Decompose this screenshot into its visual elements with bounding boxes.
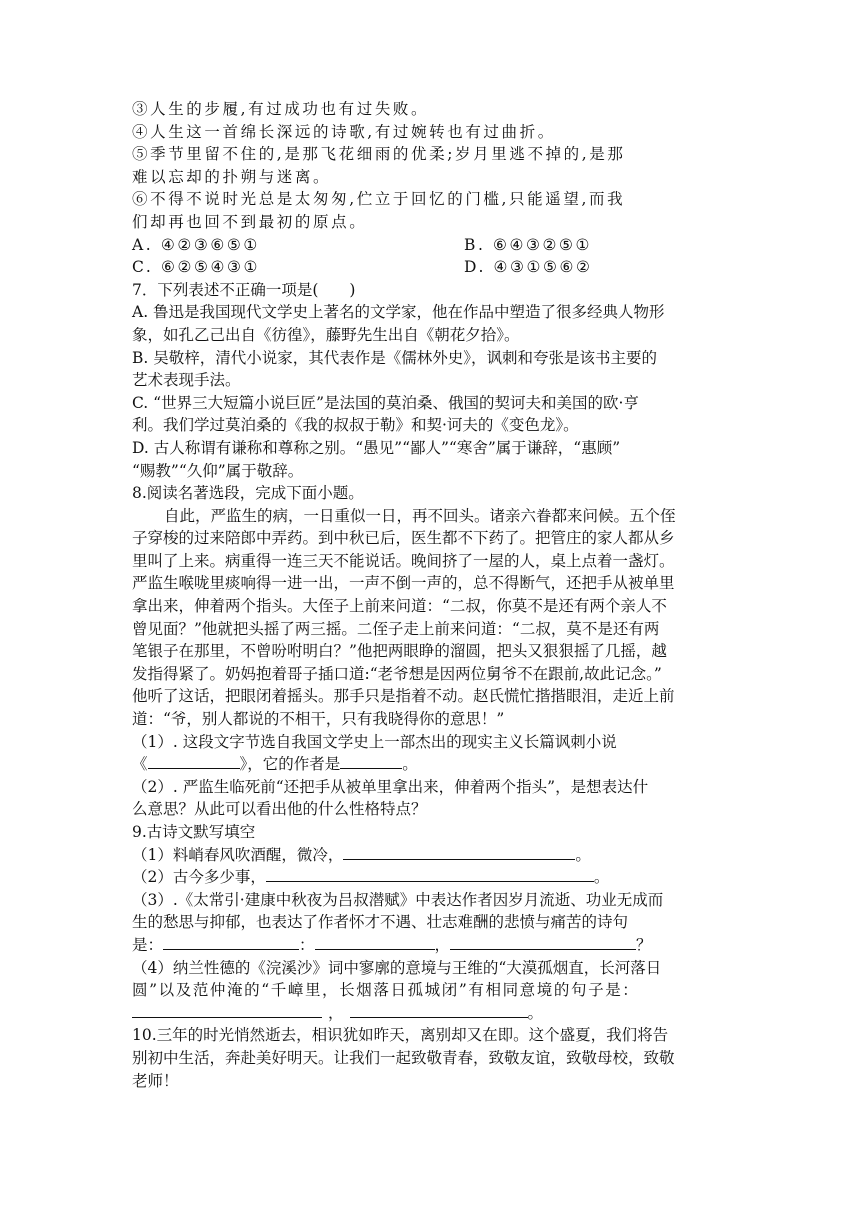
q6-option-a: A. ④②③⑥⑤① xyxy=(132,235,260,254)
q8-passage-line: 曾见面？”他就把头摇了两三摇。二侄子走上前来问道：“二叔，莫不是还有两 xyxy=(132,619,660,638)
q8-sub1-line2: 《 》，它的作者是 。 xyxy=(132,755,418,774)
author-blank[interactable] xyxy=(340,754,402,769)
sentence-5-line2: 难以忘却的扑朔与迷离。 xyxy=(132,167,332,186)
q9-sub4-line1: （4）纳兰性德的《浣溪沙》词中寥廓的意境与王维的“大漠孤烟直，长河落日 xyxy=(132,958,662,977)
q8-passage-line: 笔银子在那里，不曾吩咐明白？”他把两眼睁的溜圆，把头又狠狠摇了几摇，越 xyxy=(132,642,667,661)
sentence-6-line2: 们却再也回不到最初的原点。 xyxy=(132,212,368,231)
q6-options-row1 xyxy=(132,234,730,257)
q9-sub3-blank-2[interactable] xyxy=(315,935,435,950)
sentence-4: ④人生这一首绵长深远的诗歌,有过婉转也有过曲折。 xyxy=(132,122,556,141)
q7-option-d-line2: “赐教”“久仰”属于敬辞。 xyxy=(132,461,304,480)
q8-passage-line: 里叫了上来。病重得一连三天不能说话。晚间挤了一屋的人，桌上点着一盏灯。 xyxy=(132,551,675,570)
q9-sub4-line2: 圆”以及范仲淹的“千嶂里，长烟落日孤城闭”有相同意境的句子是： xyxy=(132,981,640,1000)
q8-passage-line: 子穿梭的过来陪郎中弄药。到中秋已后，医生都不下药了。把管庄的家人都从乡 xyxy=(132,529,675,548)
q9-sub1-blank[interactable] xyxy=(343,845,575,860)
q8-sub1-line1: （1）. 这段文字节选自我国文学史上一部杰出的现实主义长篇讽刺小说 xyxy=(132,732,617,751)
q9-sub4-blank-2[interactable] xyxy=(350,1003,528,1018)
q8-sub2-line1: （2）. 严监生临死前“还把手从被单里拿出来，伸着两个指头”，是想表达什 xyxy=(132,777,649,796)
q7-option-a-line2: 象，如孔乙己出自《彷徨》，藤野先生出自《朝花夕拾》。 xyxy=(132,325,520,344)
q9-sub3-line1: （3）.《太常引·建康中秋夜为吕叔潜赋》中表达作者因岁月流逝、功业无成而 xyxy=(132,890,664,909)
q9-sub1: （1）料峭春风吹酒醒，微冷， 。 xyxy=(132,845,591,864)
sentence-5-line1: ⑤季节里留不住的,是那飞花细雨的优柔;岁月里逃不掉的,是那 xyxy=(132,145,626,164)
q7-option-c-line2: 利。我们学过莫泊桑的《我的叔叔于勒》和契·诃夫的《变色龙》。 xyxy=(132,416,579,435)
q7-option-c-line1: C. “世界三大短篇小说巨匠”是法国的莫泊桑、俄国的契诃夫和美国的欧·亨 xyxy=(132,393,639,412)
q10-line1: 10.三年的时光悄然逝去，相识犹如昨天，离别却又在即。这个盛夏，我们将告 xyxy=(132,1026,669,1045)
q7-option-a-line1: A. 鲁迅是我国现代文学史上著名的文学家，他在作品中塑造了很多经典人物形 xyxy=(132,303,665,322)
q9-sub3-line2: 生的愁思与抑郁，也表达了作者怀才不遇、壮志难酬的悲愤与痛苦的诗句 xyxy=(132,913,629,932)
q9-sub3-line3: 是： ： ， ？ xyxy=(132,935,652,954)
q8-passage-line: 严监生喉咙里痰响得一进一出，一声不倒一声的，总不得断气，还把手从被单里 xyxy=(132,574,675,593)
q9-sub2-blank[interactable] xyxy=(266,867,594,882)
q7-option-d-line1: D. 古人称谓有谦称和尊称之别。“愚见”“鄙人”“寒舍”属于谦辞，“惠顾” xyxy=(132,438,621,457)
sentence-6-line1: ⑥不得不说时光总是太匆匆,伫立于回忆的门槛,只能遥望,而我 xyxy=(132,190,626,209)
q6-options-row2 xyxy=(132,256,730,279)
q6-option-c: C. ⑥②⑤④③① xyxy=(132,258,260,277)
q6-option-b: B. ⑥④③②⑤① xyxy=(464,235,593,254)
q9-sub3-blank-3[interactable] xyxy=(450,935,636,950)
document-page xyxy=(132,98,730,1092)
q9-stem: 9.古诗文默写填空 xyxy=(132,823,256,841)
q8-passage-line: 发指得紧了。奶妈抱着哥子插口道:“老爷想是因两位舅爷不在跟前,故此记念。” xyxy=(132,664,662,683)
sentence-3: ③人生的步履,有过成功也有过失败。 xyxy=(132,100,430,118)
q8-stem: 8.阅读名著选段，完成下面小题。 xyxy=(132,484,364,503)
q9-sub2: （2）古今多少事， 。 xyxy=(132,868,610,887)
q8-passage-line: 他听了这话，把眼闭着摇头。那手只是指着不动。赵氏慌忙揩揩眼泪，走近上前 xyxy=(132,687,675,706)
q9-sub4-line3: ， 。 xyxy=(132,1002,730,1025)
q8-passage-line: 拿出来，伸着两个指头。大侄子上前来问道：“二叔，你莫不是还有两个亲人不 xyxy=(132,597,667,616)
q10-line3: 老师！ xyxy=(132,1071,179,1090)
q9-sub4-blank-1[interactable] xyxy=(132,1003,322,1018)
q10-line2: 别初中生活，奔赴美好明天。让我们一起致敬青春，致敬友谊，致敬母校，致敬 xyxy=(132,1048,675,1067)
q7-option-b-line1: B. 吴敬梓，清代小说家，其代表作是《儒林外史》，讽刺和夸张是该书主要的 xyxy=(132,348,657,367)
q8-passage-line: 道：“爷，别人都说的不相干，只有我晓得你的意思！” xyxy=(132,710,505,729)
book-title-blank[interactable] xyxy=(148,754,240,769)
q7-option-b-line2: 艺术表现手法。 xyxy=(132,371,241,390)
q7-stem: 7．下列表述不正确一项是( ) xyxy=(132,280,356,299)
q8-passage-line: 自此，严监生的病，一日重似一日，再不回头。诸亲六眷都来问候。五个侄 xyxy=(164,506,676,525)
q8-sub2-line2: 么意思？从此可以看出他的什么性格特点？ xyxy=(132,800,427,819)
q9-sub3-blank-1[interactable] xyxy=(163,935,299,950)
q6-option-d: D. ④③①⑤⑥② xyxy=(464,258,593,277)
